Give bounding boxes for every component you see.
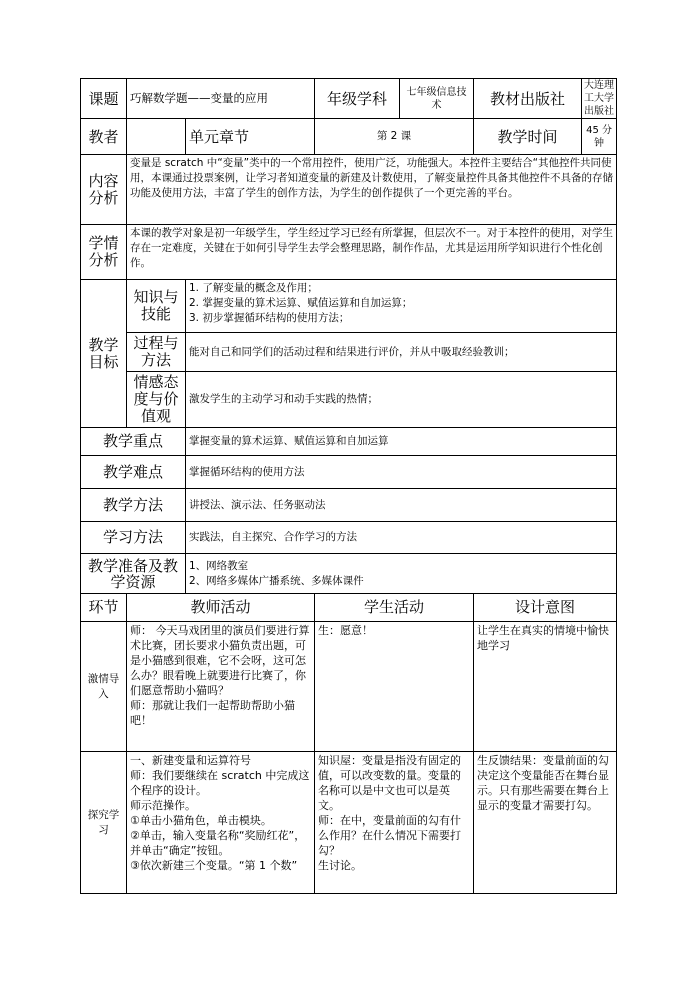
teaching-methods-text: 讲授法、演示法、任务驱动法 <box>186 489 617 522</box>
publisher-value: 大连理工大学出版社 <box>582 79 617 119</box>
stage-name: 激情导入 <box>81 622 127 752</box>
teacher-activity-header: 教师活动 <box>127 594 315 622</box>
resources-items <box>186 554 617 594</box>
unit-value: 第 2 课 <box>315 119 474 155</box>
publisher-label: 教材出版社 <box>474 79 582 119</box>
stage-header: 环节 <box>81 594 127 622</box>
topic-value: 巧解数学题——变量的应用 <box>127 79 315 119</box>
learning-methods-label: 学习方法 <box>81 522 186 554</box>
stage-design-intent: 让学生在真实的情境中愉快地学习 <box>474 622 617 752</box>
learner-analysis-text: 本课的教学对象是初一年级学生，学生经过学习已经有所掌握，但层次不一。对于本控件的使用，对学生存在一定难度，关键在于如何引导学生去学会整理思路，制作作品，尤其是运用所学知识进行个性化创作。 <box>127 225 617 280</box>
stage-name: 探究学习 <box>81 752 127 894</box>
knowledge-item: 1. 了解变量的概念及作用； <box>189 282 318 294</box>
key-points-text: 掌握变量的算术运算、赋值运算和自加运算 <box>186 428 617 456</box>
emotion-text: 激发学生的主动学习和动手实践的热情； <box>186 372 617 428</box>
content-analysis-label: 内容分析 <box>81 155 127 225</box>
time-value: 45 分钟 <box>582 119 617 155</box>
process-method-text: 能对自己和同学们的活动过程和结果进行评价，并从中吸取经验教训； <box>186 333 617 372</box>
content-analysis-text: 变量是 scratch 中“变量”类中的一个常用控件，使用广泛，功能强大。本控件主要结合“其他控件共同使用，本课通过投票案例，让学习者知道变量的新建及计数使用，了解变量控件具备其他控件不具备的存储功能及使用方法，丰富了学生的创作方法，为学生的创作提供了一个更完善的平台。 <box>127 155 617 225</box>
learner-analysis-label: 学情分析 <box>81 225 127 280</box>
design-intent-header: 设计意图 <box>474 594 617 622</box>
objectives-label: 教学目标 <box>81 280 127 428</box>
teaching-methods-label: 教学方法 <box>81 489 186 522</box>
teacher-value <box>127 119 186 155</box>
stage-design-intent: 生反馈结果：变量前面的勾决定这个变量能否在舞台显示。只有那些需要在舞台上显示的变量才需要打勾。 <box>474 752 617 894</box>
stage-student-activity: 知识屋：变量是指没有固定的值，可以改变数的量。变量的名称可以是中文也可以是英文。 师：在中，变量前面的勾有什么作用？在什么情况下需要打勾？ 生讨论。 <box>315 752 474 894</box>
unit-label: 单元章节 <box>186 119 315 155</box>
grade-subject-value: 七年级信息技术 <box>400 79 474 119</box>
learning-methods-text: 实践法，自主探究、合作学习的方法 <box>186 522 617 554</box>
key-points-label: 教学重点 <box>81 428 186 456</box>
resources-label: 教学准备及教学资源 <box>81 554 186 594</box>
topic-label: 课题 <box>81 79 127 119</box>
lesson-plan <box>80 78 616 894</box>
lesson-plan-table <box>80 78 617 894</box>
emotion-label: 情感态度与价值观 <box>127 372 186 428</box>
resource-item: 2、网络多媒体广播系统、多媒体课件 <box>189 574 364 587</box>
stage-teacher-activity: 一、新建变量和运算符号 师：我们要继续在 scratch 中完成这个程序的设计。 师示范操作。 ①单击小猫角色，单击模块。 ②单击，输入变量名称“奖励红花”，并单击“确定”按钮。 ③依次新建三个变量。“第 1 个数” <box>127 752 315 894</box>
knowledge-label: 知识与技能 <box>127 280 186 333</box>
knowledge-items <box>186 280 617 333</box>
stage-teacher-activity: 师： 今天马戏团里的演员们要进行算术比赛，团长要求小猫负责出题，可是小猫感到很难，它不会呀，这可怎么办？眼看晚上就要进行比赛了，你们愿意帮助小猫吗？ 师：那就让我们一起帮助帮助小猫吧！ <box>127 622 315 752</box>
teacher-label: 教者 <box>81 119 127 155</box>
resource-item: 1、网络教室 <box>189 559 249 572</box>
difficulties-label: 教学难点 <box>81 456 186 489</box>
student-activity-header: 学生活动 <box>315 594 474 622</box>
stage-student-activity: 生：愿意！ <box>315 622 474 752</box>
difficulties-text: 掌握循环结构的使用方法 <box>186 456 617 489</box>
knowledge-item: 3. 初步掌握循环结构的使用方法； <box>189 312 350 324</box>
process-method-label: 过程与方法 <box>127 333 186 372</box>
grade-subject-label: 年级学科 <box>315 79 400 119</box>
knowledge-item: 2. 掌握变量的算术运算、赋值运算和自加运算； <box>189 297 413 309</box>
time-label: 教学时间 <box>474 119 582 155</box>
